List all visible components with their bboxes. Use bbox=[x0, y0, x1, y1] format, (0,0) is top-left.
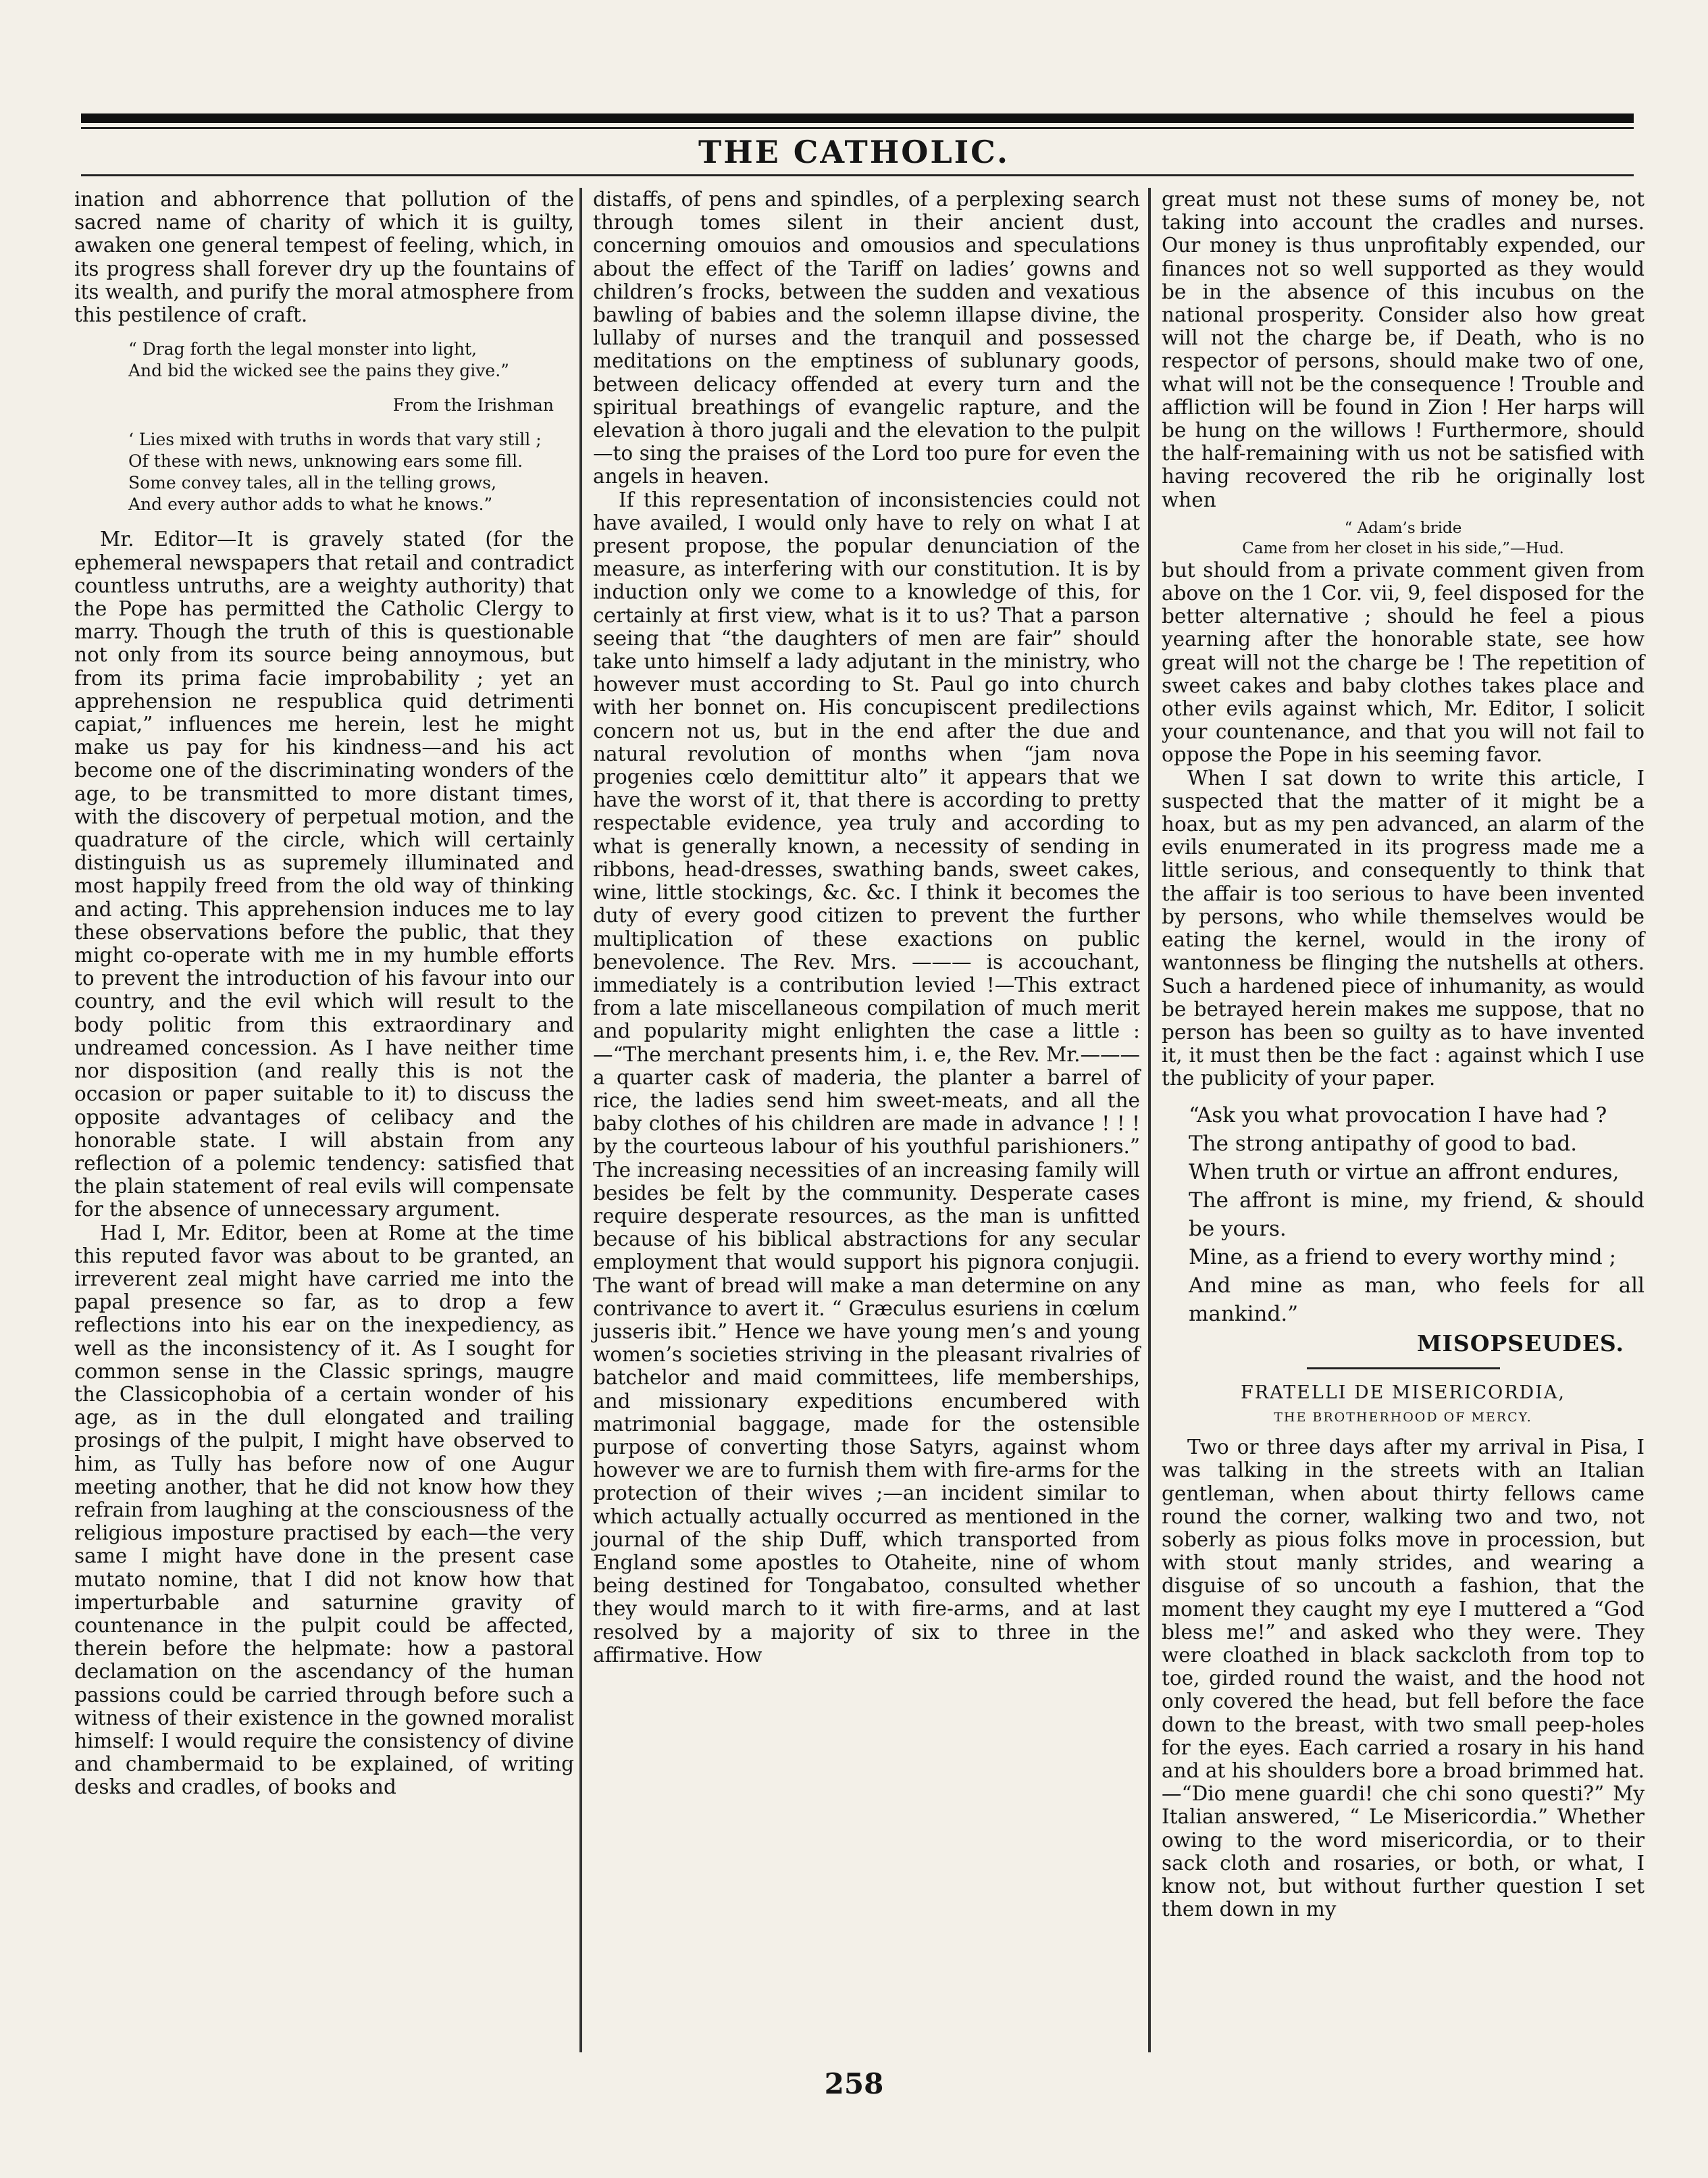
verse-line: And every author adds to what he knows.” bbox=[128, 495, 493, 515]
col3-verse bbox=[1189, 1101, 1645, 1328]
source-credit: From the Irishman bbox=[392, 395, 554, 415]
col2-paragraph-1: If this representation of inconsistencies could not have availed, I would only have to rely on what I at present propose, the popular denunciation of the measure, as interfering with our constitution. It is by induction only we come to a knowledge of this, for certainly at first view, what is it to us? That a parson seeing that “the daughters of men are fair” should take unto himself a lady adjutant in the ministry, who however must according to St. Paul go into church with her bonnet on. His concupiscent predilections concern not us, but in the end after the due and natural revolution of months when “jam nova progenies cœlo demittitur alto” it appears that we have the worst of it, that there is according to pretty respectable evidence, yea truly and according to what is generally known, a necessity of sending in ribbons, head-dresses, swathing bands, sweet cakes, wine, little stockings, &c. &c. I think it becomes the duty of every good citizen to prevent the further multiplication of these exactions on public benevolence. The Rev. Mrs. ——— is accouchant, immediately is a contribution levied !—This extract from a late miscellaneous compilation of much merit and popularity might enlighten the case a little :—“The merchant presents him, i. e, the Rev. Mr.——— a quarter cask of maderia, the planter a barrel of rice, the ladies send him sweet-meats, and all the baby clothes of his children are made in advance ! ! ! by the courteous labour of his youthful parishioners.” The increasing necessities of an increasing family will besides be felt by the community. Desperate cases require desperate resources, as the man is unfitted because of his biblical abstractions for any secular employment that would support his pignora conjugii. The want of bread will make a man determine on any contrivance to avert it. “ Græculus esuriens in cœlum jusseris ibit.” Hence we have young men’s and young women’s societies striving in the pleasant rivalries of batchelor and maid committees, life memberships, and missionary expeditions encumbered with matrimonial baggage, made for the ostensible purpose of converting those Satyrs, against whom however we are to furnish them with fire-arms for the protection of their wives ;—an incident similar to which actually actually occurred as mentioned in the journal of the ship Duff, which transported from England some apostles to Otaheite, nine of whom being destined for Tongabatoo, consulted whether they would march to it with fire-arms, and at last resolved by a majority of six to three in the affirmative. How bbox=[593, 488, 1140, 1667]
col1-verse-1 bbox=[128, 338, 574, 382]
verse-line: “Ask you what provocation I have had ? bbox=[1189, 1103, 1607, 1128]
verse-line: When truth or virtue an affront endures, bbox=[1189, 1159, 1620, 1184]
verse-line: ‘ Lies mixed with truths in words that vary still ; bbox=[128, 430, 542, 450]
verse-line: And bid the wicked see the pains they give.” bbox=[128, 361, 509, 381]
verse-line: And mine as man, who feels for all mankind.” bbox=[1189, 1273, 1645, 1326]
column-3 bbox=[1162, 188, 1645, 1921]
col1-paragraph-2: Had I, Mr. Editor, been at Rome at the time this reputed favor was about to be granted, an irreverent zeal might have carried me into the papal presence so far, as to drop a few reflections into his ear on the inexpediency, as well as the inconsistency of it. As I sought for common sense in the Classic springs, maugre the Classicophobia of a certain wonder of his age, as in the dull elongated and trailing prosings of the pulpit, I might have observed to him, as Tully has before now of one Augur meeting another, that he did not know how they refrain from laughing at the consciousness of the religious imposture practised by each—the very same I might have done in the present case mutato nomine, that I did not know how that imperturbable and saturnine gravity of countenance in the pulpit could be affected, therein before the helpmate: how a pastoral declamation on the ascendancy of the human passions could be carried through before such a witness of their existence in the gowned moralist himself: I would require the consistency of divine and chambermaid to be explained, of writing desks and cradles, of books and bbox=[74, 1221, 574, 1799]
col2-paragraph-0: distaffs, of pens and spindles, of a perplexing search through tomes silent in their ancient dust, concerning omouios and omousios and speculations about the effect of the Tariff on ladies’ gowns and children’s frocks, between the sudden and vexatious bawling of babies and the solemn illapse divine, the lullaby of nurses and the tranquil and possessed meditations on the emptiness of sublunary goods, between delicacy offended at every turn and the spiritual breathings of evangelic rapture, and the elevation à thoro jugali and the elevation to the pulpit—to sing the praises of the Lord too pure for even the angels in heaven. bbox=[593, 188, 1140, 488]
col3-paragraph-1: but should from a private comment given from above on the 1 Cor. vii, 9, feel disposed for the better alternative ; should he feel a pious yearning after the honorable state, see how great will not the charge be ! The repetition of sweet cakes and baby clothes takes place and other evils against which, Mr. Editor, I solicit your countenance, and that you will not fail to oppose the Pope in his seeming favor. bbox=[1162, 558, 1645, 767]
column-1 bbox=[74, 188, 574, 1799]
verse-line: The strong antipathy of good to bad. bbox=[1189, 1131, 1578, 1156]
col1-paragraph-1: Mr. Editor—It is gravely stated (for the ephemeral newspapers that retail and contradict countless untruths, are a weighty authority) that the Pope has permitted the Catholic Clergy to marry. Though the truth of this is questionable not only from its source being annoymous, but from its prima facie improbability ; yet an apprehension ne respublica quid detrimenti capiat,” influences me herein, lest he might make us pay for his kindness—and his act become one of the discriminating wonders of the age, to be transmitted to more distant times, with the discovery of perpetual motion, and the quadrature of the circle, which will certainly distinguish us as supremely illuminated and most happily freed from the old way of thinking and acting. This apprehension induces me to lay these observations before the public, that they might co-operate with me in my humble efforts to prevent the introduction of his favour into our country, and the evil which will result to the body politic from this extraordinary and undreamed concession. As I have neither time nor disposition (and really this is not the occasion or paper suitable to it) to discuss the opposite advantages of celibacy and the honorable state. I will abstain from any reflection of a polemic tendency: satisfied that the plain statement of real evils will compensate for the absence of unnecessary argument. bbox=[74, 528, 574, 1221]
verse-line: Of these with news, unknowing ears some fill. bbox=[128, 451, 523, 472]
page-number: 258 bbox=[824, 2067, 884, 2100]
section-title: FRATELLI DE MISERICORDIA, bbox=[1241, 1382, 1565, 1403]
col3-paragraph-3: Two or three days after my arrival in Pisa, I was talking in the streets with an Italian gentleman, when about thirty fellows came round the corner, walking two and two, not soberly as pious folks move in procession, but with stout manly strides, and wearing a disguise of so uncouth a fashion, that the moment they caught my eye I muttered a “God bless me!” and asked who they were. They were cloathed in black sackcloth from top to toe, girded round the waist, and the hood not only covered the head, but fell before the face down to the breast, with two small peep-holes for the eyes. Each carried a rosary in his hand and at his shoulders bore a broad brimmed hat.—“Dio mene guardi! che chi sono questi?” My Italian answered, “ Le Misericordia.” Whether owing to the word misericordia, or to their sack cloth and rosaries, or both, or what, I know not, but without further question I set them down in my bbox=[1162, 1436, 1645, 1921]
col3-paragraph-0: great must not these sums of money be, not taking into account the cradles and nurses. Our money is thus unprofitably expended, our finances not so well supported as they would be in the absence of this incubus on the national prosperity. Consider also how great will not the charge be, if Death, who is no respector of persons, should make two of one, what will not be the consequence ! Trouble and affliction will be found in Zion ! Her harps will be hung on the willows ! Furthermore, should the half-remaining with us not be satisfied with having recovered the rib he originally lost when bbox=[1162, 188, 1645, 511]
verse-line: “ Drag forth the legal monster into light, bbox=[128, 339, 477, 359]
head-under-rule bbox=[81, 174, 1634, 176]
section-divider bbox=[1307, 1367, 1500, 1369]
top-thin-rule bbox=[81, 127, 1634, 129]
column-rule-2 bbox=[1148, 188, 1151, 2052]
col3-paragraph-2: When I sat down to write this article, I suspected that the matter of it might be a hoax, but as my pen advanced, an alarm of the evils enumerated in its progress made me a little serious, and consequently to think that the affair is too serious to have been invented by persons, who while themselves would be eating the kernel, would in the irony of wantonness be flinging the nutshells at others. Such a hardened piece of inhumanity, as would be betrayed herein makes me suppose, that no person has been so guilty as to have invented it, it must then be the fact : against which I use the publicity of your paper. bbox=[1162, 766, 1645, 1090]
verse-line: The affront is mine, my friend, & should be yours. bbox=[1189, 1188, 1645, 1241]
column-2 bbox=[593, 188, 1140, 1667]
running-head: THE CATHOLIC. bbox=[698, 134, 1010, 170]
top-heavy-rule bbox=[81, 113, 1634, 123]
verse-line: Some convey tales, all in the telling grows, bbox=[128, 473, 497, 493]
cite-line: Came from her closet in his side,”—Hud. bbox=[1242, 539, 1564, 557]
cite-line: “ Adam’s bride bbox=[1344, 519, 1462, 537]
col1-verse-2 bbox=[128, 429, 574, 515]
section-subtitle: THE BROTHERHOOD OF MERCY. bbox=[1274, 1409, 1532, 1425]
verse-line: Mine, as a friend to every worthy mind ; bbox=[1189, 1244, 1617, 1269]
signature: MISOPSEUDES. bbox=[1416, 1329, 1624, 1357]
col1-paragraph-0: ination and abhorrence that pollution of the sacred name of charity of which it is guilty, awaken one general tempest of feeling, which, in its progress shall forever dry up the fountains of its wealth, and purify the moral atmosphere from this pestilence of craft. bbox=[74, 188, 574, 327]
column-rule-1 bbox=[579, 188, 582, 2052]
